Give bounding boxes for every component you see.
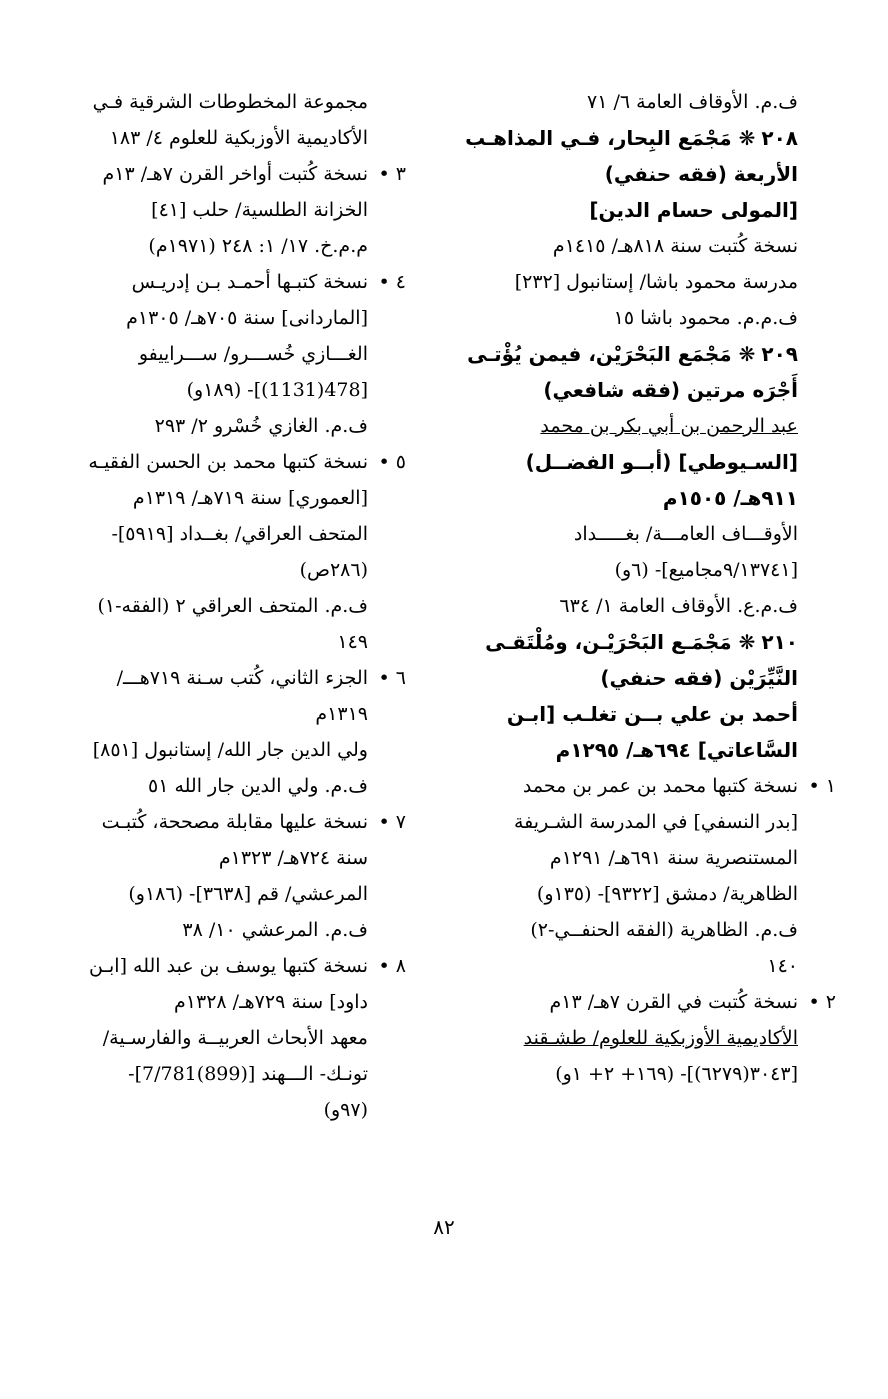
text-line bbox=[438, 1056, 798, 1092]
line-text: [بدر النسفي] في المدرسة الشـريفة bbox=[514, 811, 798, 833]
line-text: الظاهرية/ دمشق [٩٣٢٢]- (١٣٥و) bbox=[536, 883, 798, 905]
right-column bbox=[438, 84, 836, 1092]
text-line bbox=[438, 840, 798, 876]
item-text: نسخة كتبها محمد بن عمر بن محمد bbox=[522, 775, 798, 797]
item-marker: ٨ • bbox=[378, 955, 406, 977]
text-line bbox=[438, 804, 798, 840]
text-line bbox=[28, 1020, 368, 1056]
underlined-line bbox=[438, 1020, 798, 1056]
bold-text: أحمد بن علي بــن تغلـب [ابـن bbox=[506, 702, 798, 726]
underlined-line bbox=[438, 408, 798, 444]
line-text: [٣٠٤٣(٦٢٧٩)]- (١٦٩+ ٢+ ١و) bbox=[555, 1063, 798, 1085]
text-line bbox=[28, 840, 368, 876]
copy-item bbox=[438, 984, 836, 1020]
item-marker: ٦ • bbox=[378, 667, 406, 689]
entry-title: مَجْمَع البِحار، فـي المذاهـب bbox=[465, 126, 732, 150]
line-text: نسخة كُتبت سنة ٨١٨هـ/ ١٤١٥م bbox=[552, 235, 798, 257]
item-marker: ٧ • bbox=[378, 811, 406, 833]
item-marker: ٥ • bbox=[378, 451, 406, 473]
left-column bbox=[28, 84, 406, 1128]
item-marker: ٢ • bbox=[808, 991, 836, 1013]
line-text: [478(1131)]- (١٨٩و) bbox=[186, 379, 368, 401]
text-line bbox=[438, 264, 798, 300]
entry-number: ٢٠٨ bbox=[761, 126, 798, 150]
text-line bbox=[438, 84, 798, 120]
line-text: م.م.خ. ١٧/ ١: ٢٤٨ (١٩٧١م) bbox=[148, 235, 368, 257]
entry-detail-bold bbox=[438, 444, 798, 480]
item-text: نسخة كتبـها أحمـد بـن إدريـس bbox=[131, 271, 368, 293]
text-line bbox=[438, 516, 798, 552]
line-text: سنة ٧٢٤هـ/ ١٣٢٣م bbox=[218, 847, 368, 869]
line-text: الأكاديمية الأوزبكية للعلوم ٤/ ١٨٣ bbox=[109, 127, 368, 149]
entry-detail-bold bbox=[438, 372, 798, 408]
entry-detail-bold bbox=[438, 192, 798, 228]
copy-item bbox=[438, 768, 836, 804]
asterism-icon: ❋ bbox=[738, 126, 756, 150]
line-text: (٢٨٦ص) bbox=[299, 559, 368, 581]
line-text: ولي الدين جار الله/ إستانبول [٨٥١] bbox=[92, 739, 368, 761]
copy-item bbox=[28, 156, 406, 192]
line-text: المتحف العراقي/ بغــداد [٥٩١٩]- bbox=[111, 523, 368, 545]
line-text: [الماردانى] سنة ٧٠٥هـ/ ١٣٠٥م bbox=[126, 307, 368, 329]
item-marker: ٣ • bbox=[378, 163, 406, 185]
line-text: ١٣١٩م bbox=[315, 703, 368, 725]
item-text: نسخة كُتبت في القرن ٧هـ/ ١٣م bbox=[549, 991, 798, 1013]
line-text: معهد الأبحاث العربيــة والفارسـية/ bbox=[102, 1027, 368, 1049]
line-text: الخزانة الطلسية/ حلب [٤١] bbox=[151, 199, 368, 221]
line-text: المرعشي/ قم [٣٦٣٨]- (١٨٦و) bbox=[128, 883, 368, 905]
text-line bbox=[438, 588, 798, 624]
text-line bbox=[28, 984, 368, 1020]
item-marker: ١ • bbox=[808, 775, 836, 797]
line-text: ١٤٠ bbox=[767, 955, 798, 977]
item-text: نسخة كتبها يوسف بن عبد الله [ابـن bbox=[88, 955, 368, 977]
line-text: ف.م. ولي الدين جار الله ٥١ bbox=[147, 775, 368, 797]
line-text: ١٤٩ bbox=[337, 631, 368, 653]
text-line bbox=[438, 228, 798, 264]
entry-detail-bold bbox=[438, 480, 798, 516]
text-line bbox=[28, 120, 368, 156]
text-line bbox=[28, 1092, 368, 1128]
text-line bbox=[28, 552, 368, 588]
entry-detail-bold bbox=[438, 156, 798, 192]
bold-text: [السـيوطي] (أبــو الفضــل) bbox=[525, 450, 798, 474]
text-line bbox=[28, 228, 368, 264]
entry-detail-bold bbox=[438, 732, 798, 768]
copy-item bbox=[28, 804, 406, 840]
underlined-text: الأكاديمية الأوزبكية للعلوم/ طشـقند bbox=[523, 1027, 798, 1049]
line-text: (٩٧و) bbox=[323, 1099, 368, 1121]
line-text: الغـــازي خُســـرو/ ســـراييفو bbox=[138, 343, 368, 365]
text-line bbox=[438, 948, 798, 984]
text-line bbox=[28, 336, 368, 372]
text-line bbox=[28, 300, 368, 336]
item-text: نسخة كتبها محمد بن الحسن الفقيـه bbox=[88, 451, 368, 473]
text-line bbox=[28, 696, 368, 732]
text-line bbox=[438, 300, 798, 336]
entry-heading bbox=[438, 624, 798, 660]
entry-detail-bold bbox=[438, 660, 798, 696]
bold-text: أَجْرَه مرتين (فقه شافعي) bbox=[543, 378, 798, 402]
text-line bbox=[28, 624, 368, 660]
text-line bbox=[438, 876, 798, 912]
asterism-icon: ❋ bbox=[738, 342, 756, 366]
entry-title: مَجْمَع البَحْرَيْن، فيمن يُؤْتـى bbox=[467, 342, 732, 366]
text-line bbox=[28, 1056, 368, 1092]
copy-item bbox=[28, 444, 406, 480]
bold-text: النَّيِّرَيْن (فقه حنفي) bbox=[600, 666, 798, 690]
item-text: نسخة كُتبت أواخر القرن ٧هـ/ ١٣م bbox=[102, 163, 368, 185]
line-text: مدرسة محمود باشا/ إستانبول [٢٣٢] bbox=[514, 271, 798, 293]
entry-title: مَجْمَـع البَحْرَيْـن، ومُلْتَقـى bbox=[485, 630, 732, 654]
text-line bbox=[28, 768, 368, 804]
text-line bbox=[28, 192, 368, 228]
line-text: مجموعة المخطوطات الشرقية فـي bbox=[92, 91, 368, 113]
bold-text: السَّاعاتي] ٦٩٤هـ/ ١٢٩٥م bbox=[555, 738, 798, 762]
item-text: نسخة عليها مقابلة مصححة، كُتبـت bbox=[101, 811, 368, 833]
line-text: ف.م. الظاهرية (الفقه الحنفــي-٢) bbox=[530, 919, 798, 941]
text-line bbox=[28, 84, 368, 120]
line-text: داود] سنة ٧٢٩هـ/ ١٣٢٨م bbox=[174, 991, 368, 1013]
entry-number: ٢١٠ bbox=[761, 630, 798, 654]
page-number: ٨٢ bbox=[433, 1215, 455, 1239]
line-text: ف.م. الأوقاف العامة ٦/ ٧١ bbox=[587, 91, 798, 113]
text-line bbox=[438, 912, 798, 948]
underlined-text: عبد الرحمن بن أبي بكر بن محمد bbox=[540, 415, 798, 437]
text-line bbox=[438, 552, 798, 588]
line-text: ف.م.ع. الأوقاف العامة ١/ ٦٣٤ bbox=[559, 595, 798, 617]
bold-text: ٩١١هـ/ ١٥٠٥م bbox=[662, 486, 798, 510]
line-text: [٩/١٣٧٤١مجاميع]- (٦و) bbox=[614, 559, 798, 581]
line-text: المستنصرية سنة ٦٩١هـ/ ١٢٩١م bbox=[549, 847, 798, 869]
text-line bbox=[28, 732, 368, 768]
line-text: الأوقـــاف العامـــة/ بغـــــداد bbox=[573, 523, 798, 545]
text-line bbox=[28, 876, 368, 912]
line-text: [العموري] سنة ٧١٩هـ/ ١٣١٩م bbox=[132, 487, 368, 509]
item-marker: ٤ • bbox=[378, 271, 406, 293]
text-line bbox=[28, 588, 368, 624]
bold-text: الأربعة (فقه حنفي) bbox=[604, 162, 798, 186]
line-text: ف.م. الغازي خُسْرو ٢/ ٢٩٣ bbox=[154, 415, 368, 437]
copy-item bbox=[28, 948, 406, 984]
entry-number: ٢٠٩ bbox=[761, 342, 798, 366]
asterism-icon: ❋ bbox=[738, 630, 756, 654]
line-text: ف.م. المتحف العراقي ٢ (الفقه-١) bbox=[97, 595, 368, 617]
text-line bbox=[28, 516, 368, 552]
line-text: تونـك- الـــهند [(899)7/781]- bbox=[128, 1063, 368, 1085]
copy-item bbox=[28, 264, 406, 300]
item-text: الجزء الثاني، كُتب سـنة ٧١٩هـــ/ bbox=[116, 667, 368, 689]
text-line bbox=[28, 372, 368, 408]
entry-heading bbox=[438, 120, 798, 156]
line-text: ف.م.م. محمود باشا ١٥ bbox=[613, 307, 798, 329]
copy-item bbox=[28, 660, 406, 696]
entry-heading bbox=[438, 336, 798, 372]
entry-detail-bold bbox=[438, 696, 798, 732]
text-line bbox=[28, 912, 368, 948]
line-text: ف.م. المرعشي ١٠/ ٣٨ bbox=[182, 919, 368, 941]
text-line bbox=[28, 480, 368, 516]
text-line bbox=[28, 408, 368, 444]
bold-text: [المولى حسام الدين] bbox=[589, 198, 798, 222]
